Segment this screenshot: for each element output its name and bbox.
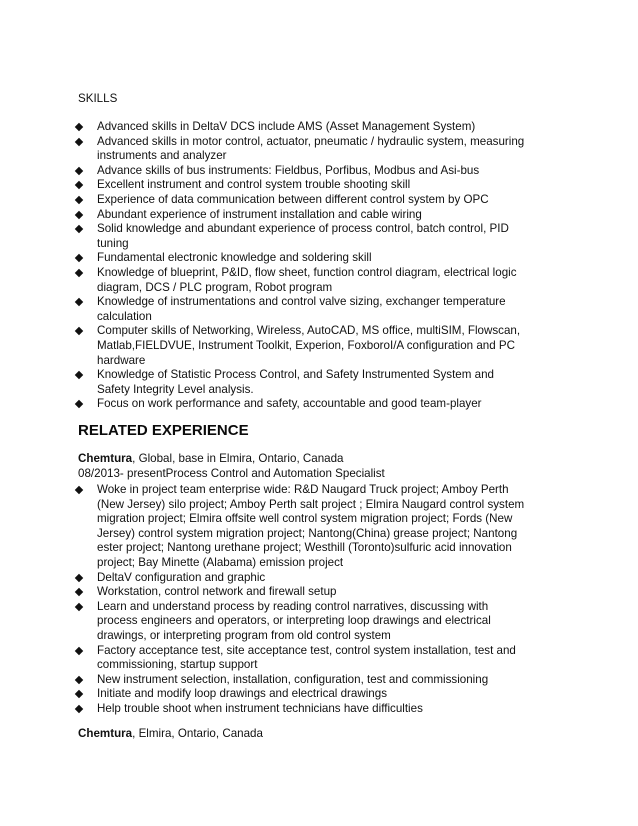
diamond-bullet-icon bbox=[75, 573, 83, 581]
bullet-text-line: diagram, DCS / PLC program, Robot program bbox=[97, 280, 333, 294]
bullet-text-line: Jersey) control system migration project; Nantong(China) grease project; Nantong bbox=[97, 526, 518, 540]
bullet-text-line: Learn and understand process by reading control narratives, discussing with bbox=[97, 599, 489, 613]
skill-item bbox=[78, 295, 524, 324]
bullet-text-line: Experience of data communication between different control system by OPC bbox=[97, 192, 489, 206]
skill-item bbox=[78, 208, 524, 223]
diamond-bullet-icon bbox=[75, 167, 83, 175]
bullet-text-line: tuning bbox=[97, 236, 129, 250]
responsibility-item bbox=[78, 483, 524, 571]
bullet-text-line: Advanced skills in motor control, actuator, pneumatic / hydraulic system, measuring bbox=[97, 134, 525, 148]
company-name: Chemtura bbox=[78, 727, 133, 740]
bullet-text-line: Computer skills of Networking, Wireless, AutoCAD, MS office, multiSIM, Flowscan, bbox=[97, 324, 521, 338]
diamond-bullet-icon bbox=[75, 269, 83, 277]
diamond-bullet-icon bbox=[75, 225, 83, 233]
skill-item bbox=[78, 397, 524, 412]
related-experience-heading: RELATED EXPERIENCE bbox=[78, 422, 249, 439]
skill-item bbox=[78, 266, 524, 295]
bullet-text-line: Advanced skills in DeltaV DCS include AMS (Asset Management System) bbox=[97, 120, 476, 133]
diamond-bullet-icon bbox=[75, 705, 83, 713]
bullet-text-line: Matlab,FIELDVUE, Instrument Toolkit, Experion, FoxboroI/A configuration and PC bbox=[97, 338, 516, 352]
responsibility-item bbox=[78, 644, 524, 673]
bullet-text-line: hardware bbox=[97, 353, 146, 367]
diamond-bullet-icon bbox=[75, 603, 83, 611]
bullet-text-line: New instrument selection, installation, configuration, test and commissioning bbox=[97, 672, 489, 686]
job-entry-header bbox=[78, 452, 344, 467]
responsibility-item bbox=[78, 600, 524, 644]
diamond-bullet-icon bbox=[75, 196, 83, 204]
diamond-bullet-icon bbox=[75, 486, 83, 494]
skill-item bbox=[78, 251, 524, 266]
company-location: , Elmira, Ontario, Canada bbox=[132, 727, 263, 740]
bullet-text-line: Initiate and modify loop drawings and electrical drawings bbox=[97, 687, 388, 701]
bullet-text-line: Abundant experience of instrument installation and cable wiring bbox=[97, 207, 422, 221]
skill-item bbox=[78, 222, 524, 251]
bullet-text-line: Workstation, control network and firewall setup bbox=[97, 585, 337, 599]
bullet-text-line: instruments and analyzer bbox=[97, 149, 227, 163]
diamond-bullet-icon bbox=[75, 181, 83, 189]
skills-heading: SKILLS bbox=[78, 92, 118, 105]
bullet-text-line: Focus on work performance and safety, accountable and good team-player bbox=[97, 397, 482, 411]
diamond-bullet-icon bbox=[75, 210, 83, 218]
skill-item bbox=[78, 193, 524, 208]
bullet-text-line: project; Bay Minette (Alabama) emission project bbox=[97, 555, 344, 569]
bullet-text-line: Excellent instrument and control system trouble shooting skill bbox=[97, 178, 411, 192]
bullet-text-line: ester project; Nantong urethane project; Westhill (Toronto)sulfuric acid innovation bbox=[97, 541, 512, 555]
diamond-bullet-icon bbox=[75, 400, 83, 408]
diamond-bullet-icon bbox=[75, 298, 83, 306]
bullet-text-line: drawings, or interpreting program from old control system bbox=[97, 628, 391, 642]
bullet-text-line: Advance skills of bus instruments: Fieldbus, Porfibus, Modbus and Asi-bus bbox=[97, 163, 480, 177]
bullet-text-line: Knowledge of instrumentations and control valve sizing, exchanger temperature bbox=[97, 295, 506, 309]
skill-item bbox=[78, 135, 524, 164]
bullet-text-line: commissioning, startup support bbox=[97, 658, 258, 672]
bullet-text-line: Solid knowledge and abundant experience of process control, batch control, PID bbox=[97, 222, 509, 236]
responsibility-item bbox=[78, 702, 524, 717]
bullet-text-line: Knowledge of Statistic Process Control, and Safety Instrumented System and bbox=[97, 368, 494, 382]
responsibilities-list bbox=[78, 483, 524, 717]
skill-item bbox=[78, 178, 524, 193]
job-entry-header bbox=[78, 727, 263, 742]
skill-item bbox=[78, 368, 524, 397]
responsibility-item bbox=[78, 673, 524, 688]
responsibility-item bbox=[78, 687, 524, 702]
bullet-text-line: Knowledge of blueprint, P&ID, flow sheet, function control diagram, electrical logic bbox=[97, 265, 517, 279]
company-name: Chemtura bbox=[78, 452, 133, 465]
diamond-bullet-icon bbox=[75, 137, 83, 145]
skill-item bbox=[78, 164, 524, 179]
diamond-bullet-icon bbox=[75, 675, 83, 683]
diamond-bullet-icon bbox=[75, 123, 83, 131]
diamond-bullet-icon bbox=[75, 371, 83, 379]
bullet-text-line: DeltaV configuration and graphic bbox=[97, 570, 266, 584]
job-dates-title: 08/2013- presentProcess Control and Automation Specialist bbox=[78, 467, 385, 480]
bullet-text-line: Woke in project team enterprise wide: R&D Naugard Truck project; Amboy Perth bbox=[97, 483, 509, 496]
diamond-bullet-icon bbox=[75, 646, 83, 654]
bullet-text-line: (New Jersey) silo project; Amboy Perth salt project ; Elmira Naugard control system bbox=[97, 497, 525, 511]
diamond-bullet-icon bbox=[75, 327, 83, 335]
skill-item bbox=[78, 120, 524, 135]
diamond-bullet-icon bbox=[75, 690, 83, 698]
responsibility-item bbox=[78, 571, 524, 586]
responsibility-item bbox=[78, 585, 524, 600]
bullet-text-line: Help trouble shoot when instrument technicians have difficulties bbox=[97, 701, 423, 715]
bullet-text-line: migration project; Elmira offsite well control system migration project; Fords (New bbox=[97, 512, 513, 526]
diamond-bullet-icon bbox=[75, 254, 83, 262]
company-location: , Global, base in Elmira, Ontario, Canada bbox=[132, 452, 344, 465]
skills-list bbox=[78, 120, 524, 412]
bullet-text-line: process engineers and operators, or interpreting loop drawings and electrical bbox=[97, 614, 491, 628]
skill-item bbox=[78, 324, 524, 368]
bullet-text-line: calculation bbox=[97, 309, 152, 323]
bullet-text-line: Fundamental electronic knowledge and soldering skill bbox=[97, 251, 372, 265]
bullet-text-line: Factory acceptance test, site acceptance test, control system installation, test and bbox=[97, 643, 516, 657]
bullet-text-line: Safety Integrity Level analysis. bbox=[97, 382, 254, 396]
diamond-bullet-icon bbox=[75, 588, 83, 596]
